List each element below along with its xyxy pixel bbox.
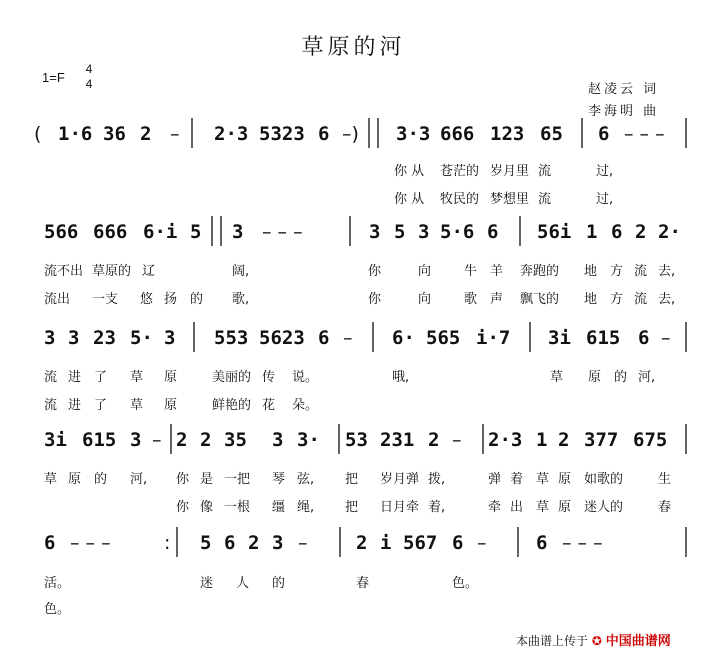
lyric-syllable: 日月牵 [380,500,420,515]
note-group: 3 [418,221,430,243]
note-group: 6 [44,532,56,554]
note-group: 565 [426,327,461,349]
lyric-syllable: 你 [368,264,382,279]
lyric-syllable: 原 [558,472,572,487]
note-group: 2 [558,429,570,451]
lyric-syllable: 流 [538,192,552,207]
lyric-syllable: 牧民的 [440,192,480,207]
lyric-syllable: 原 [558,500,572,515]
lyric-syllable: 原 [164,370,178,385]
note-group: 6 [452,532,464,554]
lyric-syllable: 花 [262,398,276,413]
lyric-syllable: 流 [44,398,58,413]
lyric-syllable: 原 [588,370,602,385]
lyric-syllable: 进 [68,398,82,413]
lyric-syllable: 人 [236,576,250,591]
lyric-syllable: 如歌的 [584,472,624,487]
lyric-syllable: 的 [190,292,204,307]
lyric-syllable: 你 [176,500,190,515]
lyric-syllable: 弦, [297,472,315,487]
note-group: 2 [428,429,440,451]
note-group: 53 [345,429,368,451]
note-group: 675 [633,429,668,451]
lyric-syllable: 过, [596,192,614,207]
lyric-syllable: 河, [130,472,148,487]
lyric-syllable: 着 [510,472,524,487]
note-group: – [343,327,353,349]
note-group: 6 [536,532,548,554]
note-group: i [380,532,392,554]
note-group: 377 [584,429,619,451]
lyric-syllable: 过, [596,164,614,179]
note-group: – [661,327,671,349]
note-group: 666 [93,221,128,243]
lyricist-credit: 赵凌云 词 [588,82,660,97]
composer-credit: 李海明 曲 [588,104,660,119]
note-group: 6 [318,327,330,349]
note-group: 615 [82,429,117,451]
lyric-syllable: 哦, [392,370,410,385]
lyric-syllable: 方 [610,292,624,307]
lyric-syllable: 琴 [272,472,286,487]
note-group: 3i [548,327,571,349]
lyric-syllable: 歌 [464,292,478,307]
note-group: 2 [635,221,647,243]
lyric-syllable: 牵 [488,500,502,515]
note-group: 5323 [259,123,305,145]
note-group: – [452,429,462,451]
note-group: 5623 [259,327,305,349]
lyric-syllable: 春 [658,500,672,515]
lyric-syllable: 你 从 [394,164,425,179]
lyric-syllable: 生 [658,472,672,487]
lyric-syllable: 春 [356,576,370,591]
note-group: 65 [540,123,563,145]
note-group: 5 [394,221,406,243]
lyric-syllable: 是 [200,472,214,487]
note-group: 2 [200,429,212,451]
note-group: 1·6 [58,123,93,145]
lyric-syllable: 梦想里 [490,192,530,207]
lyric-syllable: 歌, [232,292,250,307]
lyric-syllable: 阔, [232,264,250,279]
note-group: 6 [611,221,623,243]
lyric-syllable: 出 [510,500,524,515]
note-group: 3 [272,429,284,451]
lyric-syllable: 草原的 [92,264,132,279]
note-group: – – – [624,123,665,145]
note-group: 2 [248,532,260,554]
note-group: 36 [103,123,126,145]
note-group: 6·i [143,221,178,243]
lyric-syllable: 流出 [44,292,71,307]
lyric-syllable: 了 [94,370,108,385]
lyric-syllable: 缰 [272,500,286,515]
lyric-syllable: 的 [94,472,108,487]
lyric-syllable: 草 [44,472,58,487]
lyric-syllable: 的 [614,370,628,385]
lyric-syllable: 岁月弹 [380,472,420,487]
note-group: 553 [214,327,249,349]
lyric-syllable: 地 [584,292,598,307]
note-group: – [477,532,487,554]
lyric-syllable: 进 [68,370,82,385]
lyric-syllable: 流 [634,264,648,279]
lyric-syllable: 一支 [92,292,119,307]
note-group: 2 [356,532,368,554]
lyric-syllable: 色。 [452,576,479,591]
key-signature: 1=F [42,70,65,85]
lyric-syllable: 拨, [428,472,446,487]
lyric-syllable: 扬 [164,292,178,307]
lyric-syllable: 你 [368,292,382,307]
note-group: – – – [262,221,303,243]
lyric-syllable: 岁月里 [490,164,530,179]
lyric-syllable: 草 [536,472,550,487]
lyric-syllable: 鲜艳的 [212,398,252,413]
lyric-syllable: 草 [536,500,550,515]
note-group: 6 [638,327,650,349]
lyric-syllable: 原 [164,398,178,413]
note-group: 3 [164,327,176,349]
note-group: 23 [93,327,116,349]
time-signature-top: 4 [85,62,93,76]
lyric-syllable: 悠 [140,292,154,307]
lyric-syllable: 像 [200,500,214,515]
lyric-syllable: 飘飞的 [520,292,560,307]
lyric-syllable: 把 [345,500,359,515]
note-group: 567 [403,532,438,554]
note-group: 566 [44,221,79,243]
note-group: 3 [369,221,381,243]
footer-prefix: 本曲谱上传于 [516,634,589,648]
note-group: – – – [562,532,603,554]
note-group: 1 [536,429,548,451]
lyric-syllable: 草 [130,398,144,413]
lyric-syllable: 一根 [224,500,251,515]
note-group: 6 [487,221,499,243]
lyric-syllable: 流 [44,370,58,385]
note-group: ( [34,123,42,145]
lyric-syllable: 说。 [292,370,319,385]
lyric-syllable: 向 [418,292,432,307]
lyric-syllable: 色。 [44,602,71,617]
note-group: 6 [318,123,330,145]
lyric-syllable: 向 [418,264,432,279]
note-group: –) [342,123,359,145]
footer-brand: 中国曲谱网 [605,634,671,649]
lyric-syllable: 牛 [464,264,478,279]
lyric-syllable: 去, [658,264,676,279]
lyric-syllable: 声 [490,292,504,307]
lyric-syllable: 苍茫的 [440,164,480,179]
lyric-syllable: 地 [584,264,598,279]
note-group: 56i [537,221,572,243]
lyric-syllable: 流 [634,292,648,307]
lyric-syllable: 了 [94,398,108,413]
lyric-syllable: 辽 [142,264,156,279]
lyric-syllable: 草 [550,370,564,385]
song-title: 草原的河 [301,35,406,60]
note-group: 3· [297,429,320,451]
lyric-syllable: 方 [610,264,624,279]
lyric-syllable: 你 [176,472,190,487]
note-group: 3i [44,429,67,451]
note-group: 1 [586,221,598,243]
lyric-syllable: 你 从 [394,192,425,207]
footer-credit [516,630,671,649]
note-group: – [152,429,162,451]
note-group: – – – [70,532,111,554]
note-group: 2·3 [488,429,523,451]
note-group: 6 [224,532,236,554]
note-group: 5 [200,532,212,554]
lyric-syllable: 着, [428,500,446,515]
note-group: 35 [224,429,247,451]
lyric-syllable: 一把 [224,472,251,487]
note-group: 3·3 [396,123,431,145]
note-group: 5·6 [440,221,475,243]
note-group: 3 [272,532,284,554]
note-group: 6· [392,327,415,349]
note-group: 123 [490,123,525,145]
note-group: 5· [130,327,153,349]
note-group: 3 [68,327,80,349]
note-group: i·7 [476,327,511,349]
lyric-syllable: 的 [272,576,286,591]
note-group: 2 [176,429,188,451]
lyric-syllable: 流不出 [44,264,84,279]
lyric-syllable: 朵。 [292,398,319,413]
lyric-syllable: 原 [68,472,82,487]
lyric-syllable: 活。 [44,576,71,591]
lyric-syllable: 羊 [490,264,504,279]
note-group: 3 [44,327,56,349]
lyric-syllable: 绳, [297,500,315,515]
lyric-syllable: 迷人的 [584,500,624,515]
note-group: : [164,532,171,554]
note-group: 3 [232,221,244,243]
note-group: 2 [140,123,152,145]
note-group: 5 [190,221,202,243]
note-group: 3 [130,429,142,451]
note-group: 2·3 [214,123,249,145]
lyric-syllable: 去, [658,292,676,307]
lyric-syllable: 草 [130,370,144,385]
footer-logo-icon: ✪ [591,634,602,648]
note-group: 615 [586,327,621,349]
note-group: 6 [598,123,610,145]
lyric-syllable: 奔跑的 [520,264,560,279]
time-signature-bottom: 4 [85,77,93,91]
note-group: 231 [380,429,415,451]
lyric-syllable: 河, [638,370,656,385]
note-group: – [298,532,308,554]
note-group: 2· [658,221,681,243]
lyric-syllable: 弹 [488,472,502,487]
lyric-syllable: 把 [345,472,359,487]
note-group: 666 [440,123,475,145]
lyric-syllable: 美丽的 [212,370,252,385]
lyric-syllable: 流 [538,164,552,179]
lyric-syllable: 传 [262,370,276,385]
lyric-syllable: 迷 [200,576,214,591]
note-group: – [170,123,180,145]
